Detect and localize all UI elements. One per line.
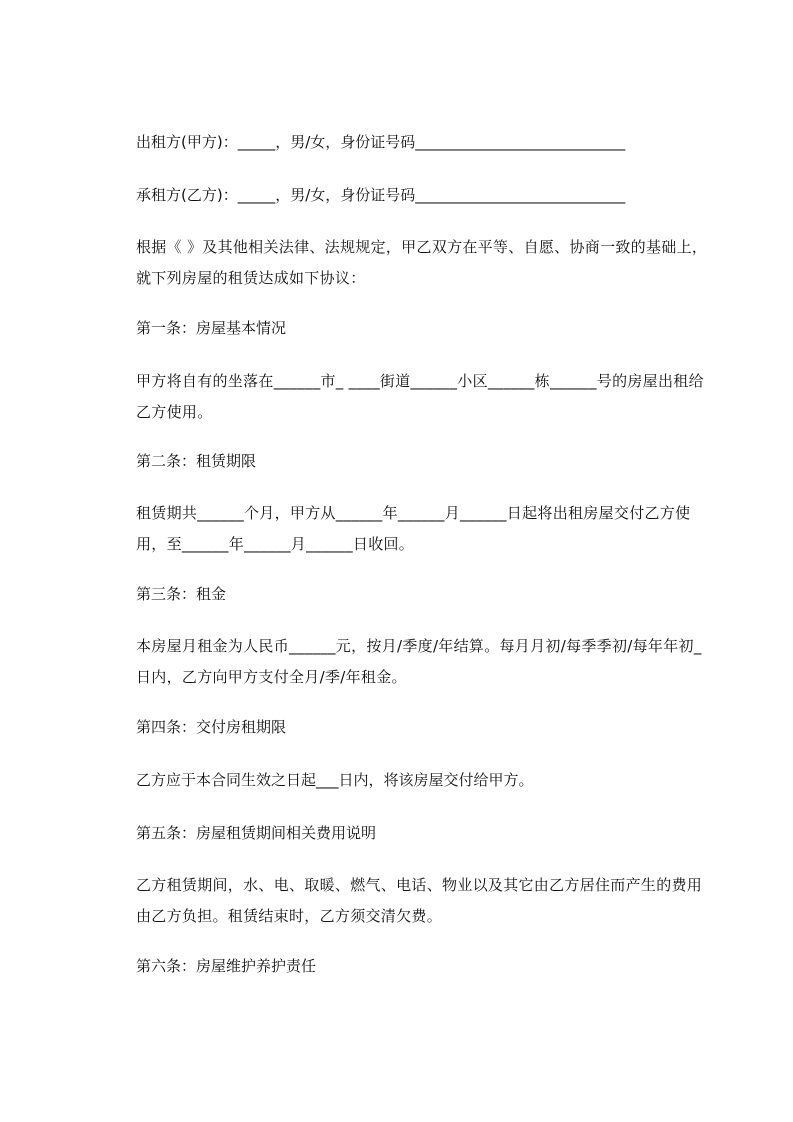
article1-paragraph: 甲方将自有的坐落在______市_ ____街道______小区______栋______号的房屋出租给乙方使用。 [136,372,704,421]
article1-heading: 第一条：房屋基本情况 [136,319,287,337]
article3-heading: 第三条：租金 [136,585,227,603]
lessee-line: 承租方(乙方)：_____，男/女，身份证号码____________________________ [136,186,626,204]
article2-heading: 第二条：租赁期限 [136,452,257,470]
article3-paragraph: 本房屋月租金为人民币______元，按月/季度/年结算。每月月初/每季季初/每年年初_日内，乙方向甲方支付全月/季/年租金。 [136,637,702,686]
article5-heading: 第五条：房屋租赁期间相关费用说明 [136,824,377,842]
article6-heading: 第六条：房屋维护养护责任 [136,957,317,975]
article4-heading: 第四条：交付房租期限 [136,718,287,736]
article2-paragraph: 租赁期共______个月，甲方从______年______月______日起将出租房屋交付乙方使用，至______年______月______日收回。 [136,504,691,553]
article5-paragraph: 乙方租赁期间，水、电、取暖、燃气、电话、物业以及其它由乙方居住而产生的费用由乙方负担。租赁结束时，乙方须交清欠费。 [136,876,703,925]
article4-paragraph: 乙方应于本合同生效之日起___日内，将该房屋交付给甲方。 [136,771,534,789]
lessor-line: 出租方(甲方)：_____，男/女，身份证号码____________________________ [136,133,626,151]
preamble-paragraph: 根据《 》及其他相关法律、法规规定，甲乙双方在平等、自愿、协商一致的基础上，就下列房屋的租赁达成如下协议： [136,238,708,287]
